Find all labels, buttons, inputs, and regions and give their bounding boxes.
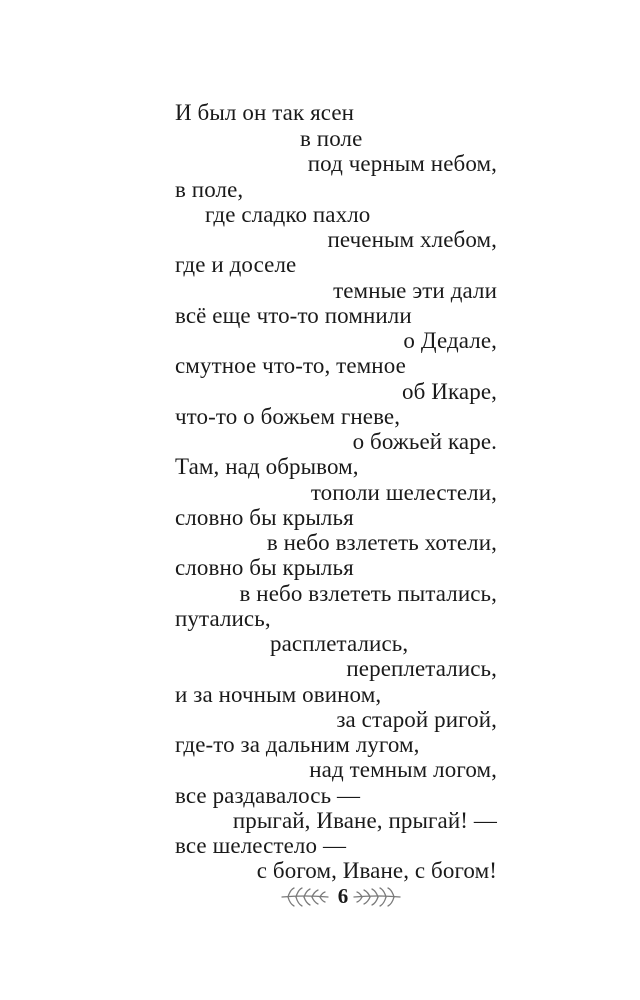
poem-line: словно бы крылья bbox=[175, 505, 354, 530]
poem-line: за старой ригой, bbox=[336, 707, 497, 732]
poem-line: всё еще что-то помнили bbox=[175, 303, 412, 328]
poem-line: в поле, bbox=[175, 177, 244, 202]
poem-line: И был он так ясен bbox=[175, 100, 355, 125]
poem-line: переплетались, bbox=[346, 656, 497, 681]
poem-line: о Дедале, bbox=[403, 328, 497, 353]
poem-line: и за ночным овином, bbox=[175, 682, 382, 707]
page-number: 6 bbox=[337, 884, 349, 908]
poem-line: о божьей каре. bbox=[352, 429, 497, 454]
leaf-ornament-icon bbox=[352, 886, 402, 908]
poem-line: путались, bbox=[175, 606, 271, 631]
poem-line: все шелестело — bbox=[175, 833, 347, 858]
poem-line: в небо взлететь пытались, bbox=[239, 581, 497, 606]
page-footer bbox=[0, 882, 640, 912]
poem-line: об Икаре, bbox=[402, 379, 497, 404]
poem-line: где-то за дальним лугом, bbox=[175, 732, 420, 757]
poem-line: что-то о божьем гневе, bbox=[175, 404, 401, 429]
poem-line: все раздавалось — bbox=[175, 783, 361, 808]
poem-line: где сладко пахло bbox=[205, 202, 371, 227]
leaf-ornament-icon bbox=[280, 886, 330, 908]
poem-line: прыгай, Иване, прыгай! — bbox=[232, 808, 497, 833]
poem-line: печеным хлебом, bbox=[327, 227, 497, 252]
poem-line: в поле bbox=[300, 126, 363, 151]
poem-line: с богом, Иване, с богом! bbox=[256, 858, 497, 883]
poem-line: смутное что-то, темное bbox=[175, 353, 406, 378]
poem-line: в небо взлететь хотели, bbox=[266, 530, 497, 555]
poem-line: под черным небом, bbox=[307, 151, 497, 176]
poem-line: словно бы крылья bbox=[175, 555, 354, 580]
poem-line: тополи шелестели, bbox=[310, 480, 497, 505]
poem-line: расплетались, bbox=[270, 631, 409, 656]
poem-line: где и доселе bbox=[175, 252, 297, 277]
poem-line: над темным логом, bbox=[309, 757, 497, 782]
poem-line: Там, над обрывом, bbox=[175, 454, 359, 479]
poem-line: темные эти дали bbox=[333, 278, 497, 303]
